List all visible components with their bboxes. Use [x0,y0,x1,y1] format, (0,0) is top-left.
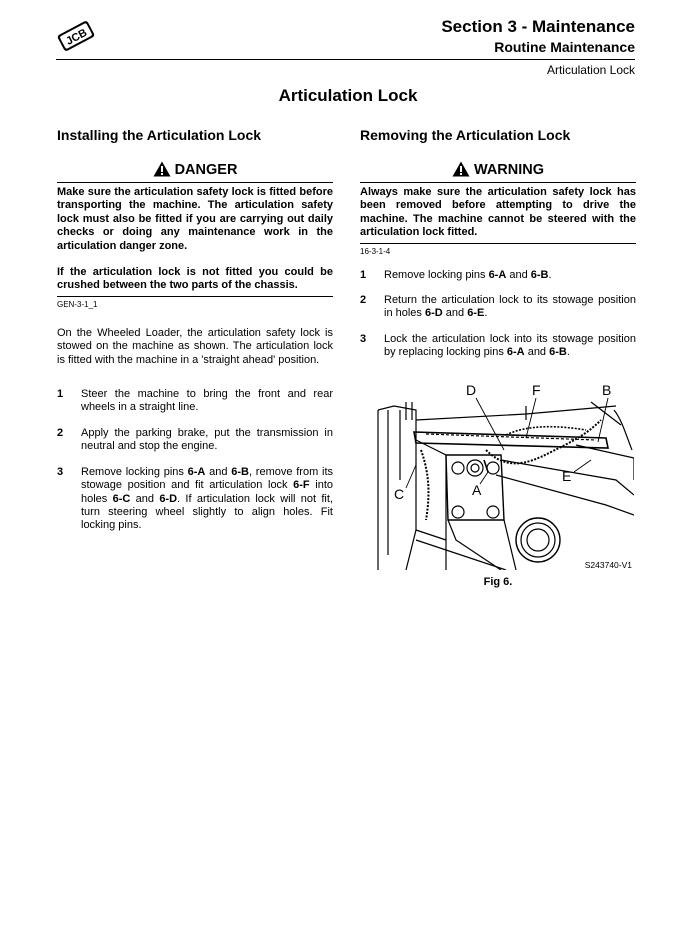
remove-step-2 [360,294,636,321]
page-title: Articulation Lock [278,86,418,105]
articulation-lock-figure [376,380,634,570]
figure-code: S243740-V1 [584,560,632,570]
figure-label-a: A [472,482,482,498]
figure-label-b: B [602,382,612,398]
step-number: 2 [360,294,367,307]
step-text: Lock the articulation lock into its stowage position by replacing locking pins 6-A and 6-B. [384,332,636,359]
danger-box [57,182,333,297]
figure-label-e: E [562,468,572,484]
left-column [57,127,333,533]
jcb-logo [56,20,96,52]
remove-step-3 [360,333,636,360]
step-text: Steer the machine to bring the front and rear wheels in a straight line. [81,388,333,414]
intro-paragraph: On the Wheeled Loader, the articulation safety lock is stowed on the machine as shown. The articulation lock is fitted with the machine in a 'straight ahead' position. [57,326,333,366]
jcb-logo-text: JCB [64,26,90,48]
danger-reference: GEN-3-1_1 [57,299,98,309]
remove-step-1 [360,269,636,282]
install-step-2 [57,427,333,454]
install-steps [57,388,333,533]
subsection-title: Routine Maintenance [494,39,635,55]
install-step-3 [57,466,333,533]
installing-heading: Installing the Articulation Lock [57,127,262,143]
warning-triangle-icon [452,161,470,177]
danger-heading [57,161,333,178]
step-number: 1 [360,268,367,281]
step-number: 3 [57,465,64,478]
step-number: 3 [360,332,367,345]
figure-label-f: F [532,382,541,398]
right-column [360,127,636,360]
removing-heading: Removing the Articulation Lock [360,127,571,143]
danger-label: DANGER [174,162,238,178]
figure-caption: Fig 6. [483,576,513,588]
step-text: Return the articulation lock to its stowage position in holes 6-D and 6-E. [384,294,636,320]
warning-reference: 16-3-1-4 [360,246,391,256]
section-title: Section 3 - Maintenance [441,17,635,36]
articulation-lock-drawing [376,380,634,570]
figure-label-c: C [394,486,405,502]
install-step-1 [57,388,333,415]
header-topic: Articulation Lock [546,63,635,77]
warning-triangle-icon [153,161,171,177]
step-number: 2 [57,426,64,439]
danger-text-2: If the articulation lock is not fitted you could be crushed between the two parts of the chassis. [57,266,333,292]
step-text: Remove locking pins 6-A and 6-B. [384,268,552,281]
step-text: Remove locking pins 6-A and 6-B, remove from its stowage position and fit articulation lock 6-F into holes 6-C and 6-D. If articulation lock will not fit, turn steering wheel slightly to align holes. Fit locking pins. [81,465,334,532]
danger-text-1: Make sure the articulation safety lock is fitted before transporting the machine. The articulation safety lock must also be fitted if you are carrying out daily checks or doing any maintenance work in the articulation danger zone. [57,186,333,252]
warning-heading [360,161,636,178]
step-number: 1 [57,388,64,401]
remove-steps [360,269,636,360]
warning-box [360,182,636,244]
header-divider [56,59,635,60]
warning-text-1: Always make sure the articulation safety lock has been removed before attempting to drive the machine. The machine cannot be steered with the articulation lock fitted. [360,186,636,239]
warning-label: WARNING [473,162,545,178]
step-text: Apply the parking brake, put the transmission in neutral and stop the engine. [81,426,333,453]
figure-label-d: D [466,382,477,398]
